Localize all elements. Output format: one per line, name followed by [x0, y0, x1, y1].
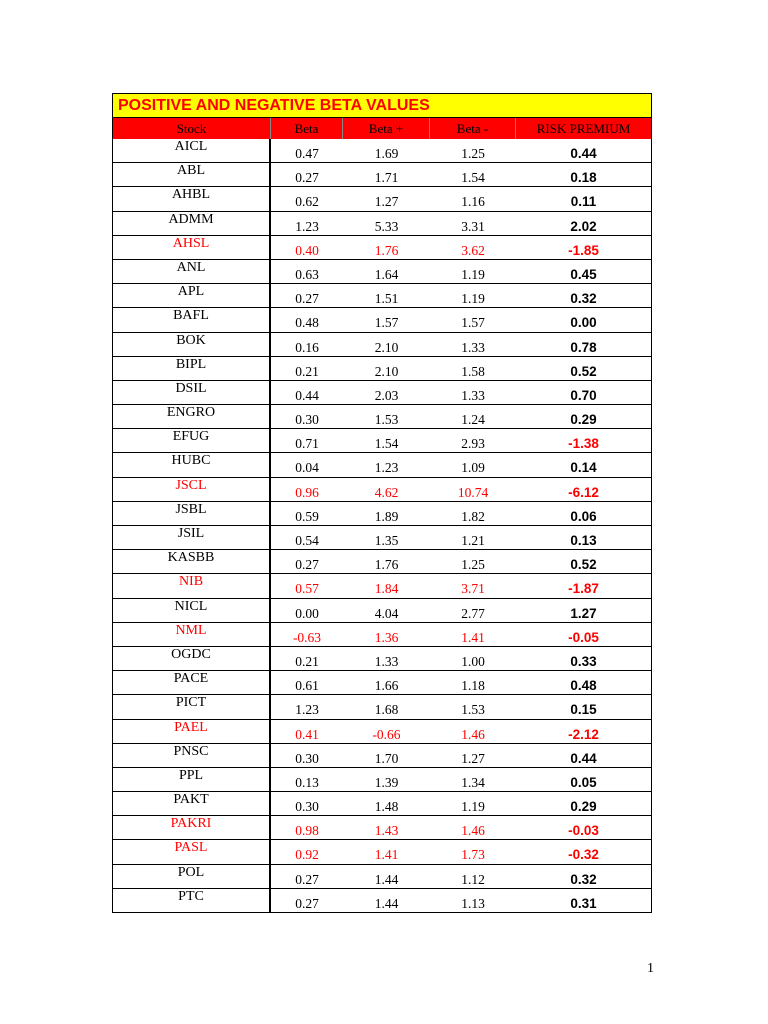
cell-beta: 0.27	[295, 871, 319, 887]
table-row	[113, 550, 651, 574]
cell-stock: BAFL	[113, 308, 271, 331]
table-row	[113, 139, 651, 163]
cell-beta: 0.59	[295, 508, 319, 524]
cell-stock: APL	[113, 284, 271, 307]
cell-risk-premium: 0.78	[570, 339, 597, 355]
table-row	[113, 429, 651, 453]
cell-risk-premium: 0.52	[570, 557, 597, 573]
cell-beta: 0.61	[295, 678, 319, 694]
cell-stock: PTC	[113, 889, 271, 912]
cell-risk-premium: 0.05	[570, 774, 597, 790]
cell-beta-plus: 1.39	[374, 774, 399, 790]
cell-beta-plus: 1.51	[374, 291, 399, 307]
cell-beta-plus: 1.54	[374, 436, 399, 452]
table-row	[113, 647, 651, 671]
cell-beta: 0.57	[295, 581, 319, 597]
cell-beta-plus: 1.43	[374, 823, 399, 839]
cell-beta-plus: 1.23	[374, 460, 399, 476]
cell-stock: PACE	[113, 671, 271, 694]
cell-stock: KASBB	[113, 550, 271, 573]
cell-risk-premium: 0.18	[570, 170, 597, 186]
cell-beta-plus: 2.03	[374, 387, 399, 403]
cell-beta: 0.41	[295, 726, 319, 742]
cell-stock: PICT	[113, 695, 271, 718]
table-row	[113, 187, 651, 211]
table-row	[113, 236, 651, 260]
cell-risk-premium: -1.38	[568, 436, 599, 452]
cell-risk-premium: -2.12	[568, 726, 599, 742]
cell-beta: 0.30	[295, 750, 319, 766]
cell-beta-minus: 3.71	[461, 581, 485, 597]
cell-stock: BOK	[113, 333, 271, 356]
cell-beta-plus: 1.76	[374, 557, 399, 573]
table-row	[113, 284, 651, 308]
cell-beta-minus: 1.33	[461, 339, 485, 355]
cell-beta-plus: 1.76	[374, 242, 399, 258]
cell-risk-premium: -0.32	[568, 847, 599, 863]
cell-stock: BIPL	[113, 357, 271, 380]
cell-beta: 0.04	[295, 460, 319, 476]
table-header	[112, 118, 652, 139]
cell-risk-premium: -6.12	[568, 484, 599, 500]
table-row	[113, 792, 651, 816]
cell-stock: PAKT	[113, 792, 271, 815]
table-row	[113, 574, 651, 598]
cell-stock: ABL	[113, 163, 271, 186]
cell-beta-plus: 1.71	[374, 170, 399, 186]
table-row	[113, 599, 651, 623]
header-risk-premium: RISK PREMIUM	[536, 121, 631, 136]
table-row	[113, 163, 651, 187]
cell-beta: 0.98	[295, 823, 319, 839]
cell-beta-minus: 1.33	[461, 387, 485, 403]
table-row	[113, 453, 651, 477]
cell-beta-minus: 1.58	[461, 363, 485, 379]
cell-beta-plus: 1.89	[374, 508, 399, 524]
table-row	[113, 840, 651, 864]
header-stock: Stock	[113, 118, 271, 139]
cell-beta-minus: 2.77	[461, 605, 485, 621]
cell-beta-minus: 1.46	[461, 726, 485, 742]
cell-beta-minus: 1.54	[461, 170, 485, 186]
cell-beta: 0.96	[295, 484, 319, 500]
cell-beta: 0.92	[295, 847, 319, 863]
cell-beta-minus: 3.62	[461, 242, 485, 258]
table-row	[113, 695, 651, 719]
cell-beta-plus: 1.57	[374, 315, 399, 331]
cell-beta-plus: 1.33	[374, 653, 399, 669]
cell-beta-plus: 1.69	[374, 146, 399, 161]
cell-stock: PPL	[113, 768, 271, 791]
table-row	[113, 212, 651, 236]
cell-stock: JSIL	[113, 526, 271, 549]
table-row	[113, 405, 651, 429]
cell-beta: 0.21	[295, 653, 319, 669]
cell-risk-premium: -0.05	[568, 629, 599, 645]
cell-beta-plus: 1.70	[374, 750, 399, 766]
cell-beta: 1.23	[295, 218, 319, 234]
table-row	[113, 526, 651, 550]
table-row	[113, 744, 651, 768]
cell-risk-premium: 0.32	[570, 291, 597, 307]
cell-beta: 0.13	[295, 774, 319, 790]
cell-risk-premium: 0.11	[570, 194, 597, 210]
cell-beta: 0.27	[295, 557, 319, 573]
cell-beta-plus: 2.10	[374, 363, 399, 379]
cell-stock: PAKRI	[113, 816, 271, 839]
cell-beta-minus: 1.19	[461, 291, 485, 307]
table-row	[113, 623, 651, 647]
cell-beta-minus: 1.53	[461, 702, 485, 718]
cell-beta-minus: 1.25	[461, 146, 485, 161]
cell-beta-minus: 1.73	[461, 847, 485, 863]
cell-beta: 0.63	[295, 266, 319, 282]
table-row	[113, 671, 651, 695]
table-row	[113, 816, 651, 840]
cell-stock: JSBL	[113, 502, 271, 525]
cell-beta: -0.63	[292, 629, 322, 645]
cell-beta-minus: 1.41	[461, 629, 485, 645]
cell-stock: NIB	[113, 574, 271, 597]
table-body	[112, 139, 652, 913]
table-row	[113, 865, 651, 889]
cell-risk-premium: 1.27	[570, 605, 597, 621]
cell-stock: ADMM	[113, 212, 271, 235]
cell-beta: 0.16	[295, 339, 319, 355]
header-beta-plus: Beta +	[343, 118, 430, 139]
cell-beta-minus: 1.25	[461, 557, 485, 573]
cell-stock: POL	[113, 865, 271, 888]
cell-beta-plus: 5.33	[374, 218, 399, 234]
cell-risk-premium: 0.45	[570, 266, 597, 282]
cell-stock: AHSL	[113, 236, 271, 259]
table-row	[113, 502, 651, 526]
header-beta: Beta	[271, 118, 343, 139]
cell-risk-premium: -0.03	[568, 823, 599, 839]
cell-beta-plus: 1.27	[374, 194, 399, 210]
cell-risk-premium: 0.31	[570, 895, 597, 911]
cell-beta-minus: 1.19	[461, 799, 485, 815]
cell-beta: 0.27	[295, 895, 319, 911]
cell-beta-plus: 1.64	[374, 266, 399, 282]
table-row	[113, 478, 651, 502]
cell-risk-premium: 0.33	[570, 653, 597, 669]
cell-risk-premium: -1.87	[568, 581, 599, 597]
cell-risk-premium: -1.85	[568, 242, 599, 258]
cell-beta: 0.30	[295, 412, 319, 428]
cell-beta-plus: 1.36	[374, 629, 399, 645]
cell-risk-premium: 0.44	[570, 146, 597, 161]
cell-stock: HUBC	[113, 453, 271, 476]
cell-beta-minus: 1.13	[461, 895, 485, 911]
cell-beta-minus: 10.74	[457, 484, 489, 500]
table-title: POSITIVE AND NEGATIVE BETA VALUES	[112, 93, 652, 118]
cell-beta-plus: 1.84	[374, 581, 399, 597]
cell-stock: JSCL	[113, 478, 271, 501]
cell-beta-minus: 1.34	[461, 774, 485, 790]
table-row	[113, 333, 651, 357]
cell-risk-premium: 2.02	[570, 218, 597, 234]
cell-stock: DSIL	[113, 381, 271, 404]
cell-beta-minus: 1.19	[461, 266, 485, 282]
cell-beta-plus: 4.62	[374, 484, 399, 500]
table-row	[113, 308, 651, 332]
cell-beta: 0.00	[295, 605, 319, 621]
cell-beta: 0.40	[295, 242, 319, 258]
cell-beta-plus: 1.44	[374, 895, 399, 911]
cell-risk-premium: 0.15	[570, 702, 597, 718]
cell-risk-premium: 0.13	[570, 533, 597, 548]
cell-stock: NML	[113, 623, 271, 646]
cell-beta-minus: 1.12	[461, 871, 485, 887]
cell-beta: 1.23	[295, 702, 319, 718]
cell-beta-plus: 1.68	[374, 702, 399, 718]
cell-beta-minus: 1.57	[461, 315, 485, 331]
cell-risk-premium: 0.06	[570, 508, 597, 524]
cell-beta-plus: 1.35	[374, 533, 399, 548]
cell-stock: AHBL	[113, 187, 271, 210]
table-row	[113, 260, 651, 284]
cell-beta-plus: 1.44	[374, 871, 399, 887]
cell-beta-plus: 4.04	[374, 605, 399, 621]
table-row	[113, 720, 651, 744]
cell-beta-plus: 1.53	[374, 412, 399, 428]
cell-risk-premium: 0.14	[570, 460, 597, 476]
cell-risk-premium: 0.48	[570, 678, 597, 694]
cell-risk-premium: 0.00	[570, 315, 597, 331]
cell-beta-minus: 1.09	[461, 460, 485, 476]
cell-beta: 0.27	[295, 291, 319, 307]
cell-risk-premium: 0.70	[570, 387, 597, 403]
table-row	[113, 381, 651, 405]
cell-beta-plus: 1.41	[374, 847, 399, 863]
beta-table	[112, 93, 652, 913]
cell-beta: 0.47	[295, 146, 319, 161]
cell-risk-premium: 0.44	[570, 750, 597, 766]
table-row	[113, 768, 651, 792]
cell-stock: ENGRO	[113, 405, 271, 428]
cell-stock: PNSC	[113, 744, 271, 767]
cell-beta: 0.21	[295, 363, 319, 379]
cell-stock: ANL	[113, 260, 271, 283]
table-row	[113, 889, 651, 913]
cell-beta: 0.54	[295, 533, 319, 548]
cell-beta-minus: 3.31	[461, 218, 485, 234]
cell-stock: PASL	[113, 840, 271, 863]
cell-beta: 0.44	[295, 387, 319, 403]
cell-stock: PAEL	[113, 720, 271, 743]
page-number: 1	[647, 961, 654, 976]
cell-beta-minus: 1.00	[461, 653, 485, 669]
cell-risk-premium: 0.52	[570, 363, 597, 379]
cell-risk-premium: 0.29	[570, 412, 597, 428]
header-beta-minus: Beta -	[430, 118, 516, 139]
cell-beta: 0.71	[295, 436, 319, 452]
cell-beta-minus: 1.18	[461, 678, 485, 694]
cell-beta-minus: 1.82	[461, 508, 485, 524]
cell-beta-plus: 2.10	[374, 339, 399, 355]
cell-beta-minus: 1.21	[461, 533, 485, 548]
cell-stock: AICL	[113, 139, 271, 162]
cell-beta-minus: 1.24	[461, 412, 485, 428]
cell-stock: OGDC	[113, 647, 271, 670]
cell-beta: 0.48	[295, 315, 319, 331]
cell-stock: NICL	[113, 599, 271, 622]
cell-risk-premium: 0.32	[570, 871, 597, 887]
cell-beta-plus: 1.66	[374, 678, 399, 694]
cell-beta-minus: 1.46	[461, 823, 485, 839]
cell-beta-plus: -0.66	[372, 726, 401, 742]
cell-beta-minus: 1.27	[461, 750, 485, 766]
cell-beta: 0.27	[295, 170, 319, 186]
cell-beta-plus: 1.48	[374, 799, 399, 815]
cell-beta: 0.62	[295, 194, 319, 210]
cell-beta-minus: 1.16	[461, 194, 485, 210]
cell-beta-minus: 2.93	[461, 436, 485, 452]
table-row	[113, 357, 651, 381]
cell-stock: EFUG	[113, 429, 271, 452]
cell-beta: 0.30	[295, 799, 319, 815]
cell-risk-premium: 0.29	[570, 799, 597, 815]
